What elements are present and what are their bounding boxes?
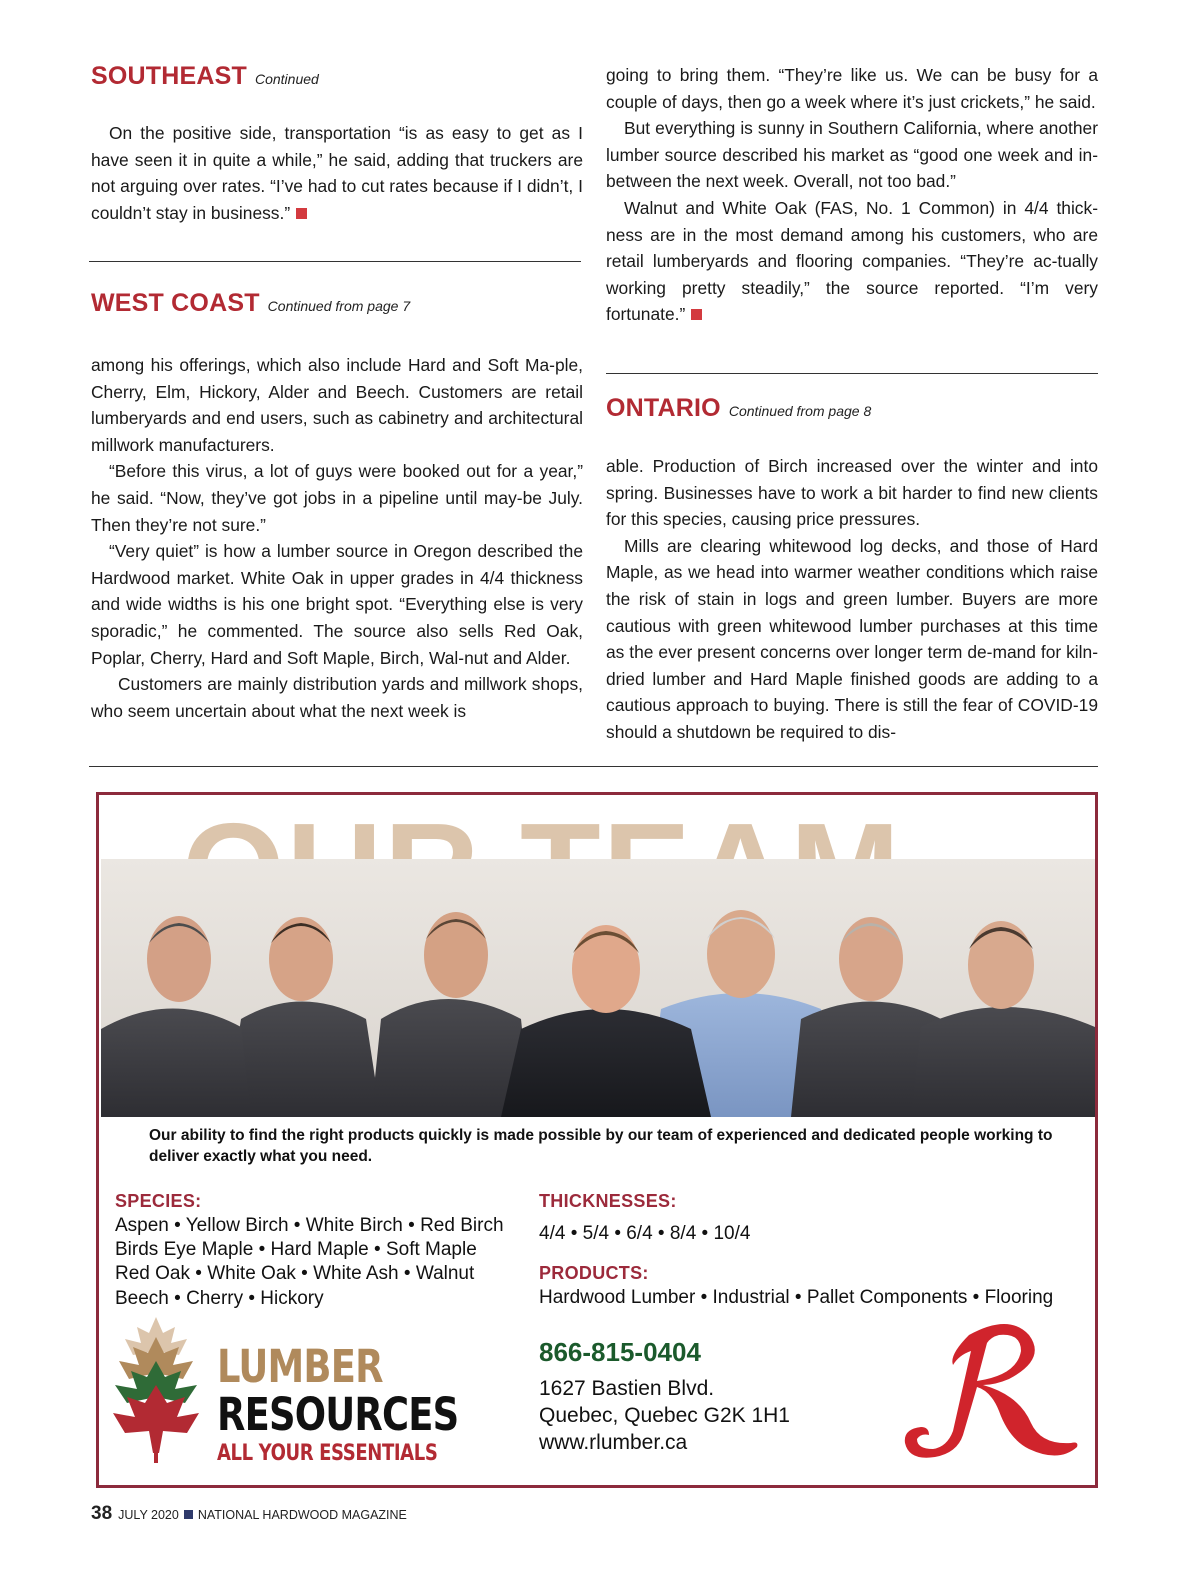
lumber-resources-ad: [96, 792, 1098, 1488]
ontario-subtitle: Continued from page 8: [728, 403, 872, 419]
r-script-logo-icon: [899, 1315, 1089, 1465]
right-column: [606, 62, 1098, 328]
ontario-paragraph: Mills are clearing whitewood log decks, and those of Hard Maple, as we head into warmer weather conditions which raise the risk of stain in logs and green lumber. Buyers are more cautious with green whitewood lumber purchases at this time as the ever present concerns over longer term de-mand for kiln-dried lumber and Hard Maple finished goods are adding to a cautious approach to buying. There is still the fear of COVID-19 should a shutdown be required to dis-: [606, 535, 1098, 742]
west-coast-continued-paragraph: But everything is sunny in Southern California, where another lumber source described his market as “good one week and in-between the next week. Overall, not too bad.”: [606, 118, 1098, 192]
west-coast-paragraph: “Very quiet” is how a lumber source in Oregon described the Hardwood market. White Oak in upper grades in 4/4 thickness and wide widths is his one bright spot. “Everything else is very sporadic,” he commented. The source also sells Red Oak, Poplar, Cherry, Hard and Soft Maple, Birch, Wal-nut and Alder.: [91, 541, 583, 668]
issue-date: JULY 2020: [118, 1508, 179, 1522]
west-coast-continued-paragraph: going to bring them. “They’re like us. We can be busy for a couple of days, then go a week where it’s just crickets,” he said.: [606, 65, 1098, 112]
west-coast-title: WEST COAST: [91, 289, 260, 317]
products-label: PRODUCTS:: [539, 1263, 649, 1283]
species-list: [115, 1214, 504, 1311]
west-coast-paragraph: Customers are mainly distribution yards and millwork shops, who seem uncertain about what the next week is: [91, 674, 583, 721]
maple-leaf-logo-icon: [111, 1315, 201, 1465]
species-line: Birds Eye Maple • Hard Maple • Soft Maple: [115, 1239, 477, 1261]
west-coast-column: [91, 289, 583, 724]
logo-word-lumber: LUMBER: [217, 1340, 383, 1393]
page-number: 38: [91, 1503, 113, 1524]
logo-word-resources: RESOURCES: [217, 1388, 459, 1441]
ad-tagline: Our ability to find the right products quickly is made possible by our team of experienced and dedicated people working to deliver exactly what you need.: [149, 1127, 1053, 1165]
magazine-name: NATIONAL HARDWOOD MAGAZINE: [197, 1508, 407, 1522]
square-bullet-icon: [184, 1510, 193, 1519]
southeast-heading: [91, 62, 583, 91]
west-coast-subtitle: Continued from page 7: [267, 298, 411, 314]
species-line: Beech • Cherry • Hickory: [115, 1287, 324, 1309]
divider: [89, 766, 1098, 767]
thicknesses-value: 4/4 • 5/4 • 6/4 • 8/4 • 10/4: [539, 1223, 751, 1244]
end-mark-icon: [691, 309, 702, 320]
phone-number[interactable]: 866-815-0404: [539, 1337, 701, 1367]
west-coast-heading: [91, 289, 583, 318]
website-link[interactable]: www.rlumber.ca: [539, 1431, 688, 1454]
address-line: Quebec, Quebec G2K 1H1: [539, 1404, 790, 1427]
address-line: 1627 Bastien Blvd.: [539, 1377, 715, 1400]
species-line: Red Oak • White Oak • White Ash • Walnut: [115, 1263, 475, 1285]
divider: [89, 261, 581, 262]
thicknesses-label: THICKNESSES:: [539, 1191, 677, 1211]
southeast-subtitle: Continued: [254, 71, 319, 87]
left-column: [91, 62, 583, 226]
west-coast-continued-paragraph: Walnut and White Oak (FAS, No. 1 Common) in 4/4 thick-ness are in the most demand among his customers, who are retail lumberyards and flooring companies. “They’re ac-tually working pretty steadily,” the source reported. “I’m very fortunate.”: [606, 197, 1098, 325]
end-mark-icon: [296, 208, 307, 219]
west-coast-paragraph: among his offerings, which also include Hard and Soft Ma-ple, Cherry, Elm, Hickory, Alder and Beech. Customers are retail lumberyards and end users, such as cabinetry and architectural millwork manufacturers.: [91, 355, 583, 455]
divider: [606, 373, 1098, 374]
ontario-column: [606, 394, 1098, 746]
address-block: [539, 1375, 790, 1456]
ontario-title: ONTARIO: [606, 394, 721, 422]
southeast-title: SOUTHEAST: [91, 62, 247, 90]
ontario-heading: [606, 394, 1098, 423]
west-coast-paragraph: “Before this virus, a lot of guys were booked out for a year,” he said. “Now, they’ve got jobs in a pipeline until may-be July. Then they’re not sure.”: [91, 461, 583, 535]
team-photo: [101, 859, 1095, 1117]
ontario-paragraph: able. Production of Birch increased over the winter and into spring. Businesses have to work a bit harder to find new clients for this species, causing price pressures.: [606, 456, 1098, 530]
species-label: SPECIES:: [115, 1191, 202, 1211]
logo-slogan: ALL YOUR ESSENTIALS: [217, 1441, 438, 1466]
page-footer: [91, 1503, 407, 1525]
southeast-paragraph: On the positive side, transportation “is as easy to get as I have seen it in quite a while,” he said, adding that truckers are not arguing over rates. “I’ve had to cut rates because if I didn’t, I couldn’t stay in business.”: [91, 123, 583, 223]
species-line: Aspen • Yellow Birch • White Birch • Red Birch: [115, 1215, 504, 1236]
products-value: Hardwood Lumber • Industrial • Pallet Components • Flooring: [539, 1287, 1054, 1308]
